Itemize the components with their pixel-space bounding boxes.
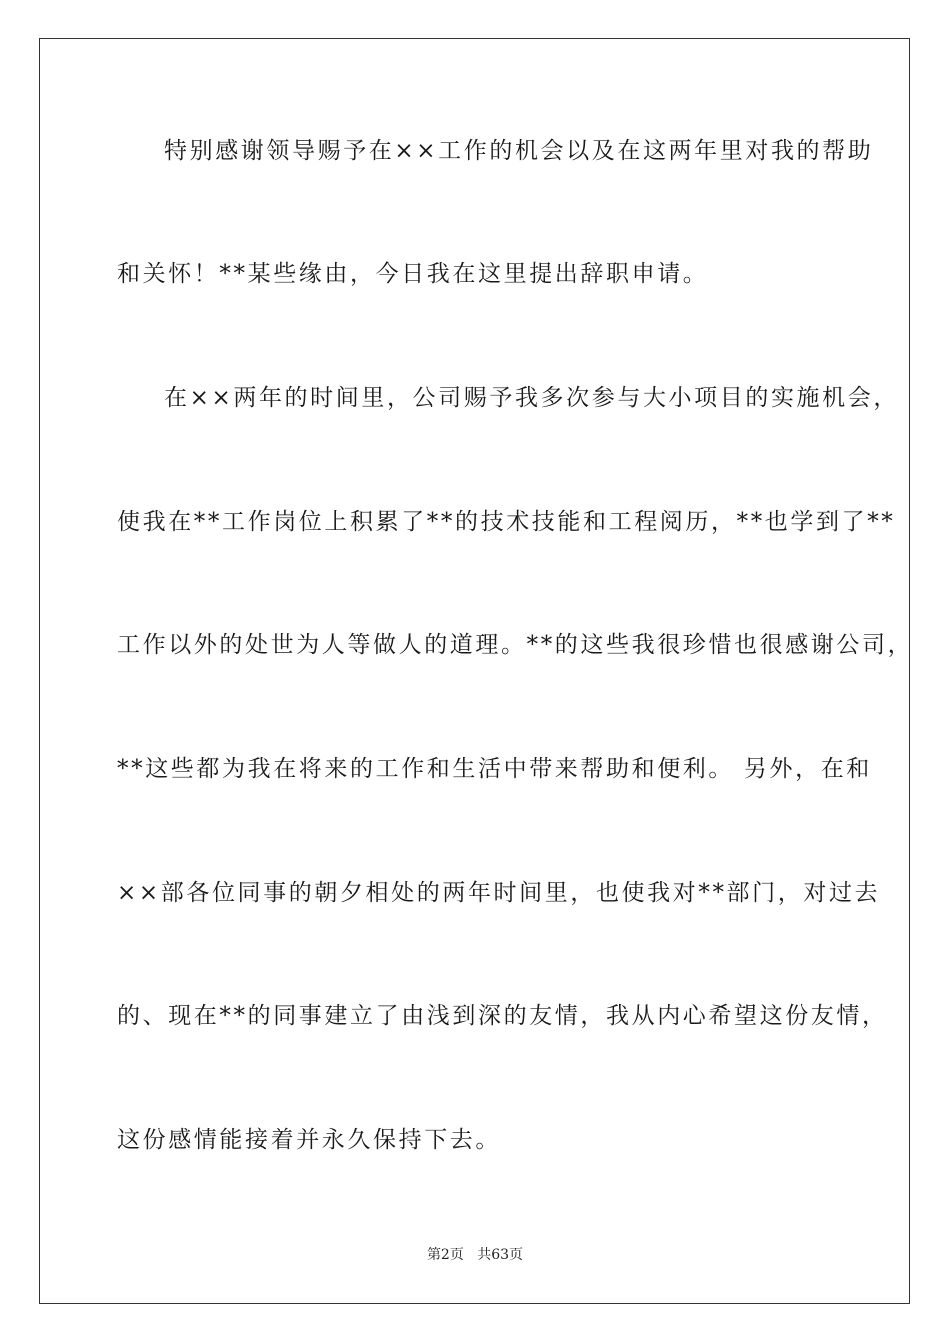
paragraph-1-line-1: 特别感谢领导赐予在××工作的机会以及在这两年里对我的帮助 (164, 138, 874, 164)
page-number: 第2页 (426, 1247, 464, 1263)
paragraph-2-line-3: 工作以外的处世为人等做人的道理。**的这些我很珍惜也很感谢公司， (117, 632, 914, 658)
paragraph-1-line-2: 和关怀！**某些缘由，今日我在这里提出辞职申请。 (117, 261, 709, 287)
page-frame (39, 38, 910, 1304)
paragraph-2-line-1: 在××两年的时间里，公司赐予我多次参与大小项目的实施机会， (164, 385, 899, 411)
paragraph-2-line-2: 使我在**工作岗位上积累了**的技术技能和工程阅历，**也学到了** (117, 509, 896, 535)
paragraph-2-line-7: 这份感情能接着并永久保持下去。 (117, 1127, 501, 1153)
paragraph-2-line-5: ××部各位同事的朝夕相处的两年时间里，也使我对**部门，对过去 (117, 880, 881, 906)
paragraph-2-line-6: 的、现在**的同事建立了由浅到深的友情，我从内心希望这份友情， (117, 1003, 888, 1029)
page-footer (0, 1246, 950, 1264)
paragraph-2-line-4: **这些都为我在将来的工作和生活中带来帮助和便利。 另外，在和 (117, 756, 872, 782)
page-total: 共63页 (477, 1247, 524, 1263)
